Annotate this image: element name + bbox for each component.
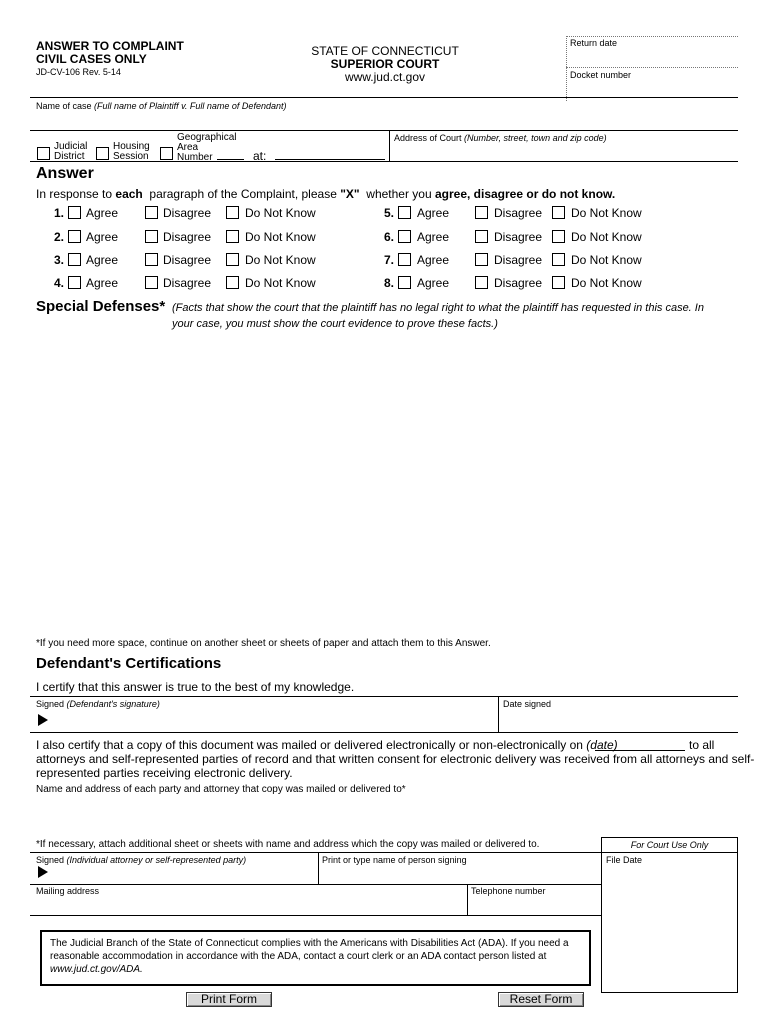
name-address-label: Name and address of each party and attorney that copy was mailed or delivered to* [36,784,406,795]
court-address-field[interactable] [394,143,736,159]
disagree-label: Disagree [163,253,212,267]
agree-label: Agree [417,230,450,244]
paragraph-number: 4. [53,276,64,290]
do-not-know-label: Do Not Know [571,206,642,220]
form-subtitle: CIVIL CASES ONLY [36,52,147,66]
agree-label: Agree [86,206,119,220]
certify-true-text: I certify that this answer is true to the best of my knowledge. [36,680,355,694]
geographical-area-checkbox[interactable] [160,147,173,160]
court-use-label: For Court Use Only [630,840,709,850]
name-address-field[interactable] [36,797,736,835]
return-date-label: Return date [570,38,618,48]
agree-label: Agree [86,253,119,267]
answer-heading: Answer [36,165,94,182]
docket-number-field[interactable] [570,80,735,98]
paragraph-number: 5. [383,206,394,220]
answer-instruction: In response to each paragraph of the Complaint, please "X" whether you agree, disagree or do not know. [36,187,616,201]
signed-label: Signed (Defendant's signature) [36,699,160,709]
state-name: STATE OF CONNECTICUT [311,44,459,58]
signed-attorney-label: Signed (Individual attorney or self-represented party) [36,855,247,865]
file-date-label: File Date [606,855,643,865]
at-label: at: [253,149,267,163]
disagree-checkbox-2[interactable] [145,230,158,243]
do-not-know-checkbox-1[interactable] [226,206,239,219]
ada-link[interactable]: www.jud.ct.gov/ADA. [50,964,143,975]
disagree-label: Disagree [494,276,543,290]
court-name: SUPERIOR COURT [330,57,440,71]
agree-label: Agree [417,276,450,290]
geographical-area-label: Geographical Area Number [177,132,237,163]
disagree-checkbox-1[interactable] [145,206,158,219]
return-date-field[interactable] [570,48,735,64]
case-name-field[interactable] [36,112,736,128]
court-address-label: Address of Court (Number, street, town and zip code) [394,133,607,143]
housing-session-label: Housing Session [113,141,150,162]
agree-checkbox-7[interactable] [398,253,411,266]
disagree-checkbox-8[interactable] [475,276,488,289]
form-number: JD-CV-106 Rev. 5-14 [36,67,121,77]
print-name-label: Print or type name of person signing [322,855,467,865]
disagree-checkbox-6[interactable] [475,230,488,243]
ada-line-2: reasonable accommodation in accordance with the ADA, contact a court clerk or an ADA contact person listed at [50,951,547,962]
do-not-know-label: Do Not Know [245,206,316,220]
copy-certify-line-1: I also certify that a copy of this document was mailed or delivered electronically or non-electronically on (date) [36,738,618,752]
court-website: www.jud.ct.gov [344,70,426,84]
defendant-signature-field[interactable] [54,710,494,728]
agree-checkbox-3[interactable] [68,253,81,266]
do-not-know-checkbox-6[interactable] [552,230,565,243]
paragraph-number: 8. [383,276,394,290]
housing-session-checkbox[interactable] [96,147,109,160]
disagree-label: Disagree [163,230,212,244]
docket-number-label: Docket number [570,70,632,80]
do-not-know-label: Do Not Know [571,276,642,290]
paragraph-number: 3. [53,253,64,267]
do-not-know-label: Do Not Know [245,253,316,267]
disagree-label: Disagree [163,206,212,220]
print-name-field[interactable] [322,865,598,882]
special-defenses-hint-1: (Facts that show the court that the plaintiff has no legal right to what the plaintiff has requested in this case. In [172,302,704,314]
disagree-label: Disagree [494,206,543,220]
arrow-right-icon [38,714,48,726]
date-signed-field[interactable] [503,710,736,728]
agree-checkbox-2[interactable] [68,230,81,243]
do-not-know-label: Do Not Know [571,253,642,267]
ga-number-field[interactable] [217,159,244,160]
do-not-know-checkbox-8[interactable] [552,276,565,289]
paragraph-number: 1. [53,206,64,220]
special-defenses-heading: Special Defenses* [36,298,166,315]
copy-certify-line-2: attorneys and self-represented parties of record and that written consent for electronic delivery was received from all attorneys and self- [36,752,755,766]
disagree-label: Disagree [494,253,543,267]
judicial-district-label: Judicial District [54,141,88,162]
telephone-label: Telephone number [471,886,546,896]
do-not-know-checkbox-4[interactable] [226,276,239,289]
do-not-know-checkbox-3[interactable] [226,253,239,266]
disagree-label: Disagree [494,230,543,244]
do-not-know-label: Do Not Know [245,276,316,290]
do-not-know-label: Do Not Know [571,230,642,244]
reset-form-button[interactable]: Reset Form [498,992,584,1007]
agree-label: Agree [417,253,450,267]
do-not-know-checkbox-5[interactable] [552,206,565,219]
case-name-label: Name of case (Full name of Plaintiff v. Full name of Defendant) [36,101,287,111]
arrow-right-icon [38,866,48,878]
agree-checkbox-4[interactable] [68,276,81,289]
agree-label: Agree [86,230,119,244]
do-not-know-label: Do Not Know [245,230,316,244]
paragraph-number: 7. [383,253,394,267]
agree-label: Agree [86,276,119,290]
at-field[interactable] [275,159,385,160]
disagree-label: Disagree [163,276,212,290]
copy-certify-to-all: to all [689,738,715,752]
disagree-checkbox-3[interactable] [145,253,158,266]
special-defenses-textarea[interactable] [36,336,736,632]
date-signed-label: Date signed [503,699,552,709]
attach-note: *If necessary, attach additional sheet or sheets with name and address which the copy was mailed or delivered to. [36,839,540,850]
telephone-field[interactable] [471,896,598,913]
ada-line-1: The Judicial Branch of the State of Connecticut complies with the Americans with Disabilities Act (ADA). If you need a [50,938,569,949]
paragraph-number: 6. [383,230,394,244]
mailing-address-field[interactable] [36,896,464,913]
paragraph-number: 2. [53,230,64,244]
agree-checkbox-8[interactable] [398,276,411,289]
copy-date-field[interactable] [595,750,685,751]
more-space-note: *If you need more space, continue on another sheet or sheets of paper and attach them to this Answer. [36,638,491,649]
form-title: ANSWER TO COMPLAINT [36,39,184,53]
mailing-address-label: Mailing address [36,886,100,896]
agree-checkbox-1[interactable] [68,206,81,219]
disagree-checkbox-7[interactable] [475,253,488,266]
do-not-know-checkbox-2[interactable] [226,230,239,243]
agree-label: Agree [417,206,450,220]
disagree-checkbox-4[interactable] [145,276,158,289]
certifications-heading: Defendant's Certifications [36,655,222,672]
copy-certify-line-3: represented parties receiving electronic delivery. [36,766,293,780]
agree-checkbox-5[interactable] [398,206,411,219]
attorney-signature-field[interactable] [54,864,314,882]
judicial-district-checkbox[interactable] [37,147,50,160]
do-not-know-checkbox-7[interactable] [552,253,565,266]
disagree-checkbox-5[interactable] [475,206,488,219]
special-defenses-hint-2: your case, you must show the court evidence to prove these facts.) [172,318,498,330]
print-form-button[interactable]: Print Form [186,992,272,1007]
agree-checkbox-6[interactable] [398,230,411,243]
